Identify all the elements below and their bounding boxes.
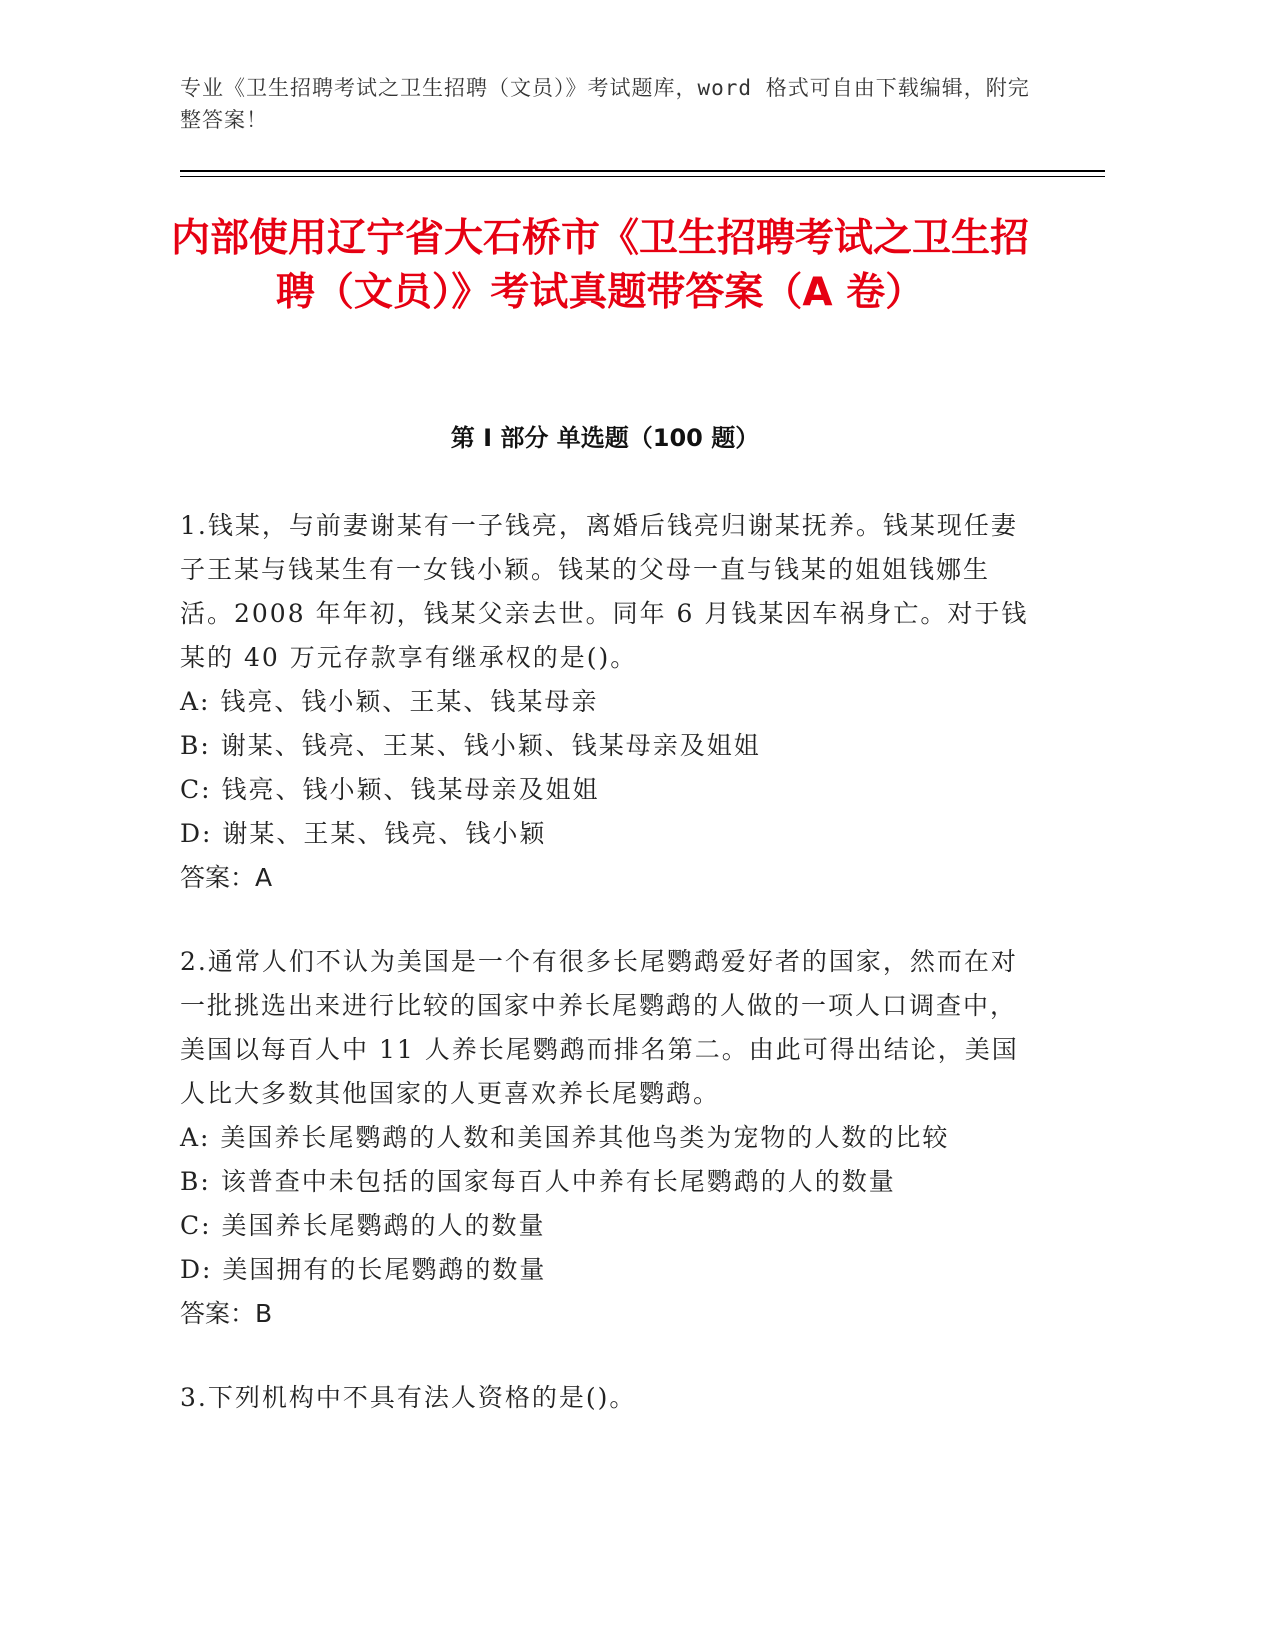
section-heading: 第 I 部分 单选题（100 题） <box>450 424 760 452</box>
question-stem: 2.通常人们不认为美国是一个有很多长尾鹦鹉爱好者的国家，然而在对一批挑选出来进行比较的国家中养长尾鹦鹉的人做的一项人口调查中，美国以每百人中 11 人养长尾鹦鹉而排名第二。由此可得出结论，美国人比大多数其他国家的人更喜欢养长尾鹦鹉。 <box>180 947 1019 1108</box>
header-rule-thin <box>180 176 1105 177</box>
header-rule-thick <box>180 170 1105 172</box>
option-d: D: 美国拥有的长尾鹦鹉的数量 <box>180 1255 547 1284</box>
answer: 答案：B <box>180 1299 273 1328</box>
question-stem: 1.钱某，与前妻谢某有一子钱亮，离婚后钱亮归谢某抚养。钱某现任妻子王某与钱某生有一女钱小颖。钱某的父母一直与钱某的姐姐钱娜生活。2008 年年初，钱某父亲去世。同年 6 月钱某因车祸身亡。对于钱某的 40 万元存款享有继承权的是()。 <box>180 511 1029 672</box>
option-c: C: 美国养长尾鹦鹉的人的数量 <box>180 1211 546 1240</box>
answer: 答案：A <box>180 863 273 892</box>
question-1 <box>180 504 1030 900</box>
option-a: A: 钱亮、钱小颖、王某、钱某母亲 <box>180 687 599 716</box>
document-title: 内部使用辽宁省大石桥市《卫生招聘考试之卫生招聘（文员）》考试真题带答案（A 卷） <box>170 216 1029 315</box>
question-2 <box>180 940 1030 1336</box>
option-d: D: 谢某、王某、钱亮、钱小颖 <box>180 819 547 848</box>
option-b: B: 该普查中未包括的国家每百人中养有长尾鹦鹉的人的数量 <box>180 1167 896 1196</box>
option-b: B: 谢某、钱亮、王某、钱小颖、钱某母亲及姐姐 <box>180 731 761 760</box>
question-3 <box>180 1376 1030 1420</box>
option-c: C: 钱亮、钱小颖、钱某母亲及姐姐 <box>180 775 600 804</box>
header-note: 专业《卫生招聘考试之卫生招聘（文员）》考试题库，word 格式可自由下载编辑，附完整答案！ <box>180 76 1030 132</box>
option-a: A: 美国养长尾鹦鹉的人数和美国养其他鸟类为宠物的人数的比较 <box>180 1123 950 1152</box>
question-stem: 3.下列机构中不具有法人资格的是()。 <box>180 1383 637 1412</box>
